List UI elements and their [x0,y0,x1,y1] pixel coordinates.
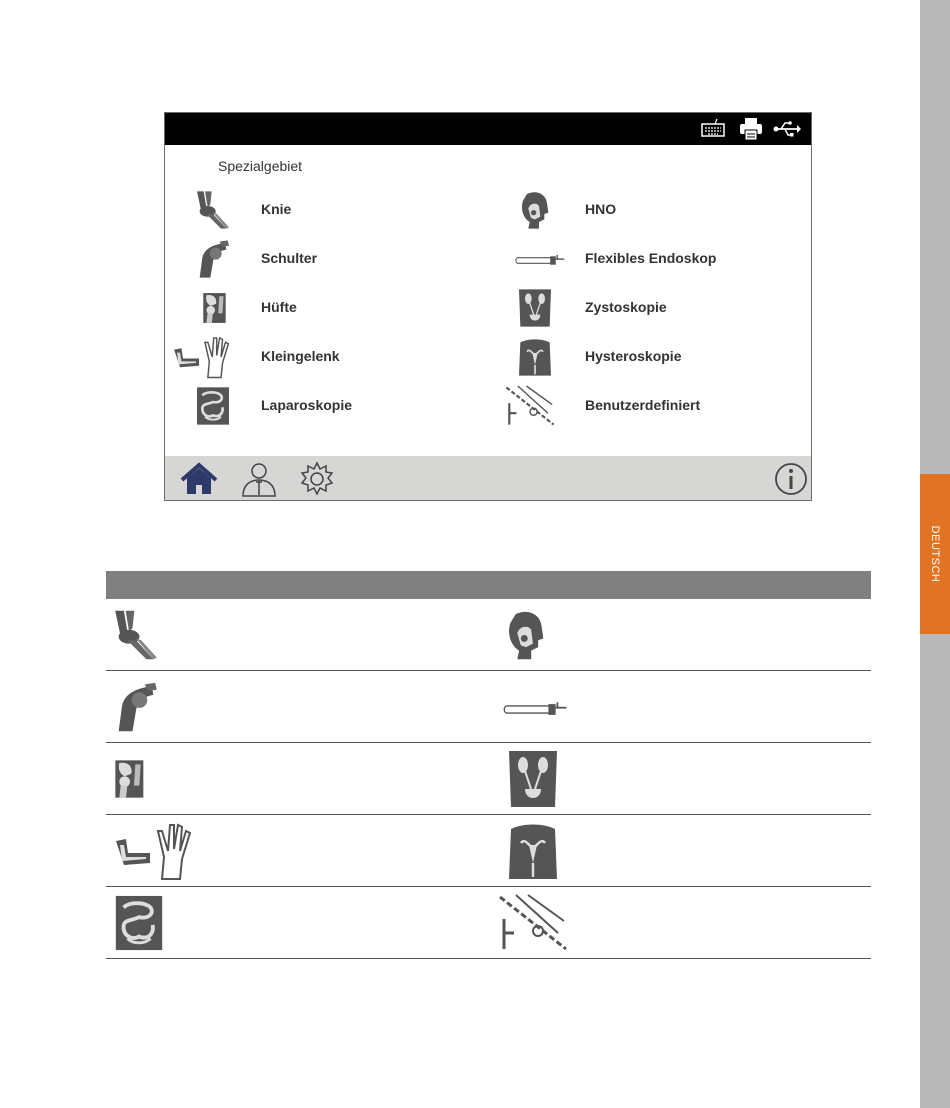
bottom-toolbar [165,456,811,500]
gear-icon[interactable] [297,460,337,498]
table-row [106,815,871,887]
ent-icon [515,188,555,232]
specialty-label: Zystoskopie [585,299,667,315]
table-row [106,743,871,815]
knee-icon [193,188,233,232]
specialty-label: Flexibles Endoskop [585,250,717,266]
specialty-label: Knie [261,201,292,217]
specialty-kleingelenk[interactable] [171,335,471,379]
printer-icon [737,116,765,142]
language-tab-label: DEUTSCH [929,525,941,583]
specialty-screen [164,112,812,501]
table-row [106,671,871,743]
info-icon[interactable] [771,460,811,498]
table-row [106,887,871,959]
specialty-zystoskopie[interactable] [511,286,801,330]
small-joint-icon [171,335,233,379]
home-icon[interactable] [179,460,219,498]
status-bar [165,113,811,145]
user-icon[interactable] [239,460,279,498]
specialty-benutzerdefiniert[interactable] [505,384,801,428]
usb-icon [773,116,801,142]
laparoscopy-icon [193,384,233,428]
knee-icon [110,605,162,665]
custom-icon [505,384,555,428]
specialty-label: Hüfte [261,299,297,315]
specialty-huefte[interactable] [191,286,471,330]
specialty-label: Laparoskopie [261,397,353,413]
hip-icon [110,749,150,809]
cystoscopy-icon [498,749,568,809]
flexible-endoscope-icon [498,691,570,719]
page-title: Spezialgebiet [218,158,303,174]
specialty-label: Hysteroskopie [585,348,682,364]
specialty-label: HNO [585,201,617,217]
ent-icon [500,605,552,665]
specialty-label: Kleingelenk [261,348,340,364]
flexible-endoscope-icon [511,245,567,269]
specialty-hno[interactable] [511,188,801,232]
specialty-label: Schulter [261,250,318,266]
keyboard-icon [699,116,727,142]
shoulder-icon [193,237,233,281]
hip-icon [199,286,231,330]
specialty-label: Benutzerdefiniert [585,397,701,413]
shoulder-icon [110,677,162,737]
laparoscopy-icon [110,893,168,953]
small-joint-icon [110,821,198,881]
cystoscopy-icon [515,286,555,330]
specialty-hysteroskopie[interactable] [511,335,801,379]
specialty-laparoskopie[interactable] [191,384,471,428]
hysteroscopy-icon [515,335,555,379]
table-row [106,599,871,671]
specialty-schulter[interactable] [191,237,471,281]
specialty-icon-table [106,571,871,959]
custom-icon [498,893,568,953]
specialty-flexibles-endoskop[interactable] [511,237,801,281]
specialty-knie[interactable] [191,188,471,232]
hysteroscopy-icon [498,821,568,881]
table-header [106,571,871,599]
